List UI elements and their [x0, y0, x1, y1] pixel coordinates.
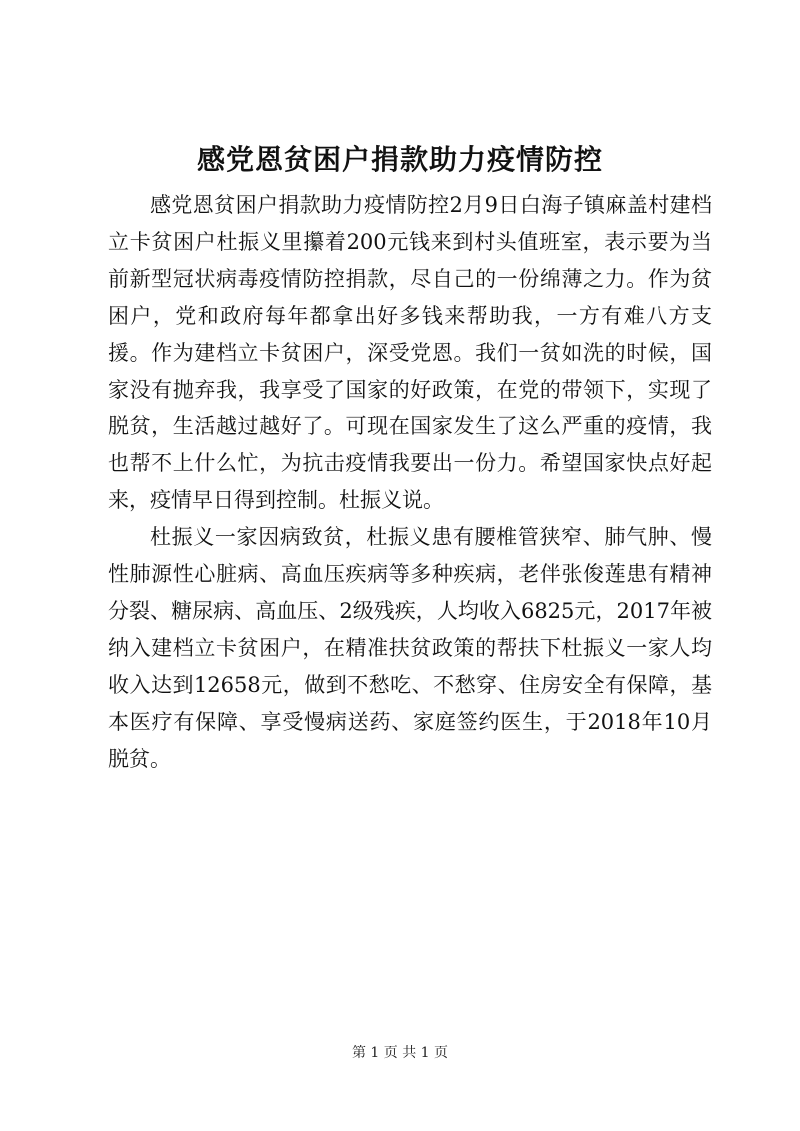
paragraph-2: 杜振义一家因病致贫，杜振义患有腰椎管狭窄、肺气肿、慢性肺源性心脏病、高血压疾病等多种疾病，老伴张俊莲患有精神分裂、糖尿病、高血压、2级残疾，人均收入6825元，2017年被纳入建档立卡贫困户，在精准扶贫政策的帮扶下杜振义一家人均收入达到12658元，做到不愁吃、不愁穿、住房安全有保障，基本医疗有保障、享受慢病送药、家庭签约医生，于2018年10月脱贫。 — [108, 525, 712, 771]
document-title: 感党恩贫困户捐款助力疫情防控 — [196, 143, 603, 176]
document-body — [108, 187, 712, 778]
paragraph-1: 感党恩贫困户捐款助力疫情防控2月9日白海子镇麻盖村建档立卡贫困户杜振义里攥着200元钱来到村头值班室，表示要为当前新型冠状病毒疫情防控捐款，尽自己的一份绵薄之力。作为贫困户，党和政府每年都拿出好多钱来帮助我，一方有难八方支援。作为建档立卡贫困户，深受党恩。我们一贫如洗的时候，国家没有抛弃我，我享受了国家的好政策，在党的带领下，实现了脱贫，生活越过越好了。可现在国家发生了这么严重的疫情，我也帮不上什么忙，为抗击疫情我要出一份力。希望国家快点好起来，疫情早日得到控制。杜振义说。 — [108, 193, 712, 513]
page-footer: 第 1 页 共 1 页 — [351, 1045, 449, 1061]
